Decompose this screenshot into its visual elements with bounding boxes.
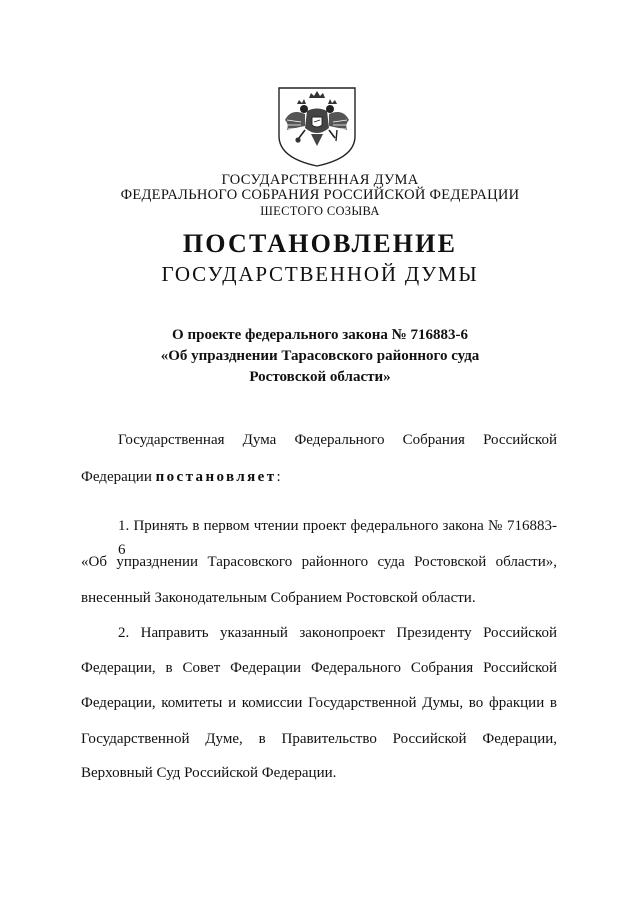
item2-line-4: Государственной Думе, в Правительство Российской Федерации,: [81, 731, 557, 747]
law-title: [0, 325, 640, 388]
law-title-line-1: О проекте федерального закона № 716883-6: [172, 327, 468, 343]
resolves-word: постановляет: [155, 469, 277, 485]
document-title: ПОСТАНОВЛЕНИЕ: [182, 229, 458, 258]
header-line-3: ШЕСТОГО СОЗЫВА: [260, 204, 380, 218]
item2-line-3: Федерации, комитеты и комиссии Государственной Думы, во фракции в: [81, 695, 557, 711]
preamble-colon: :: [276, 469, 281, 485]
coat-of-arms-icon: [271, 84, 363, 168]
item2-line-2: Федерации, в Совет Федерации Федерального Собрания Российской: [81, 660, 557, 676]
document-subtitle: ГОСУДАРСТВЕННОЙ ДУМЫ: [161, 262, 479, 286]
law-title-line-3: Ростовской области»: [249, 369, 391, 385]
item2-line-1: 2. Направить указанный законопроект Президенту Российской: [118, 625, 557, 641]
item1-line-3: внесенный Законодательным Собранием Ростовской области.: [81, 590, 476, 606]
preamble-line-1: Государственная Дума Федерального Собрания Российской: [118, 432, 557, 448]
item2-line-5: Верховный Суд Российской Федерации.: [81, 765, 337, 781]
preamble-federation: Федерации: [81, 469, 152, 485]
preamble-line-2: [81, 465, 557, 489]
item1-line-2: «Об упразднении Тарасовского районного суда Ростовской области»,: [81, 554, 557, 570]
item1-line-1: 1. Принять в первом чтении проект федерального закона № 716883-6: [118, 518, 557, 558]
header-line-1: ГОСУДАРСТВЕННАЯ ДУМА: [221, 172, 419, 188]
header-line-2: ФЕДЕРАЛЬНОГО СОБРАНИЯ РОССИЙСКОЙ ФЕДЕРАЦИИ: [120, 187, 520, 203]
law-title-line-2: «Об упразднении Тарасовского районного суда: [160, 348, 480, 364]
